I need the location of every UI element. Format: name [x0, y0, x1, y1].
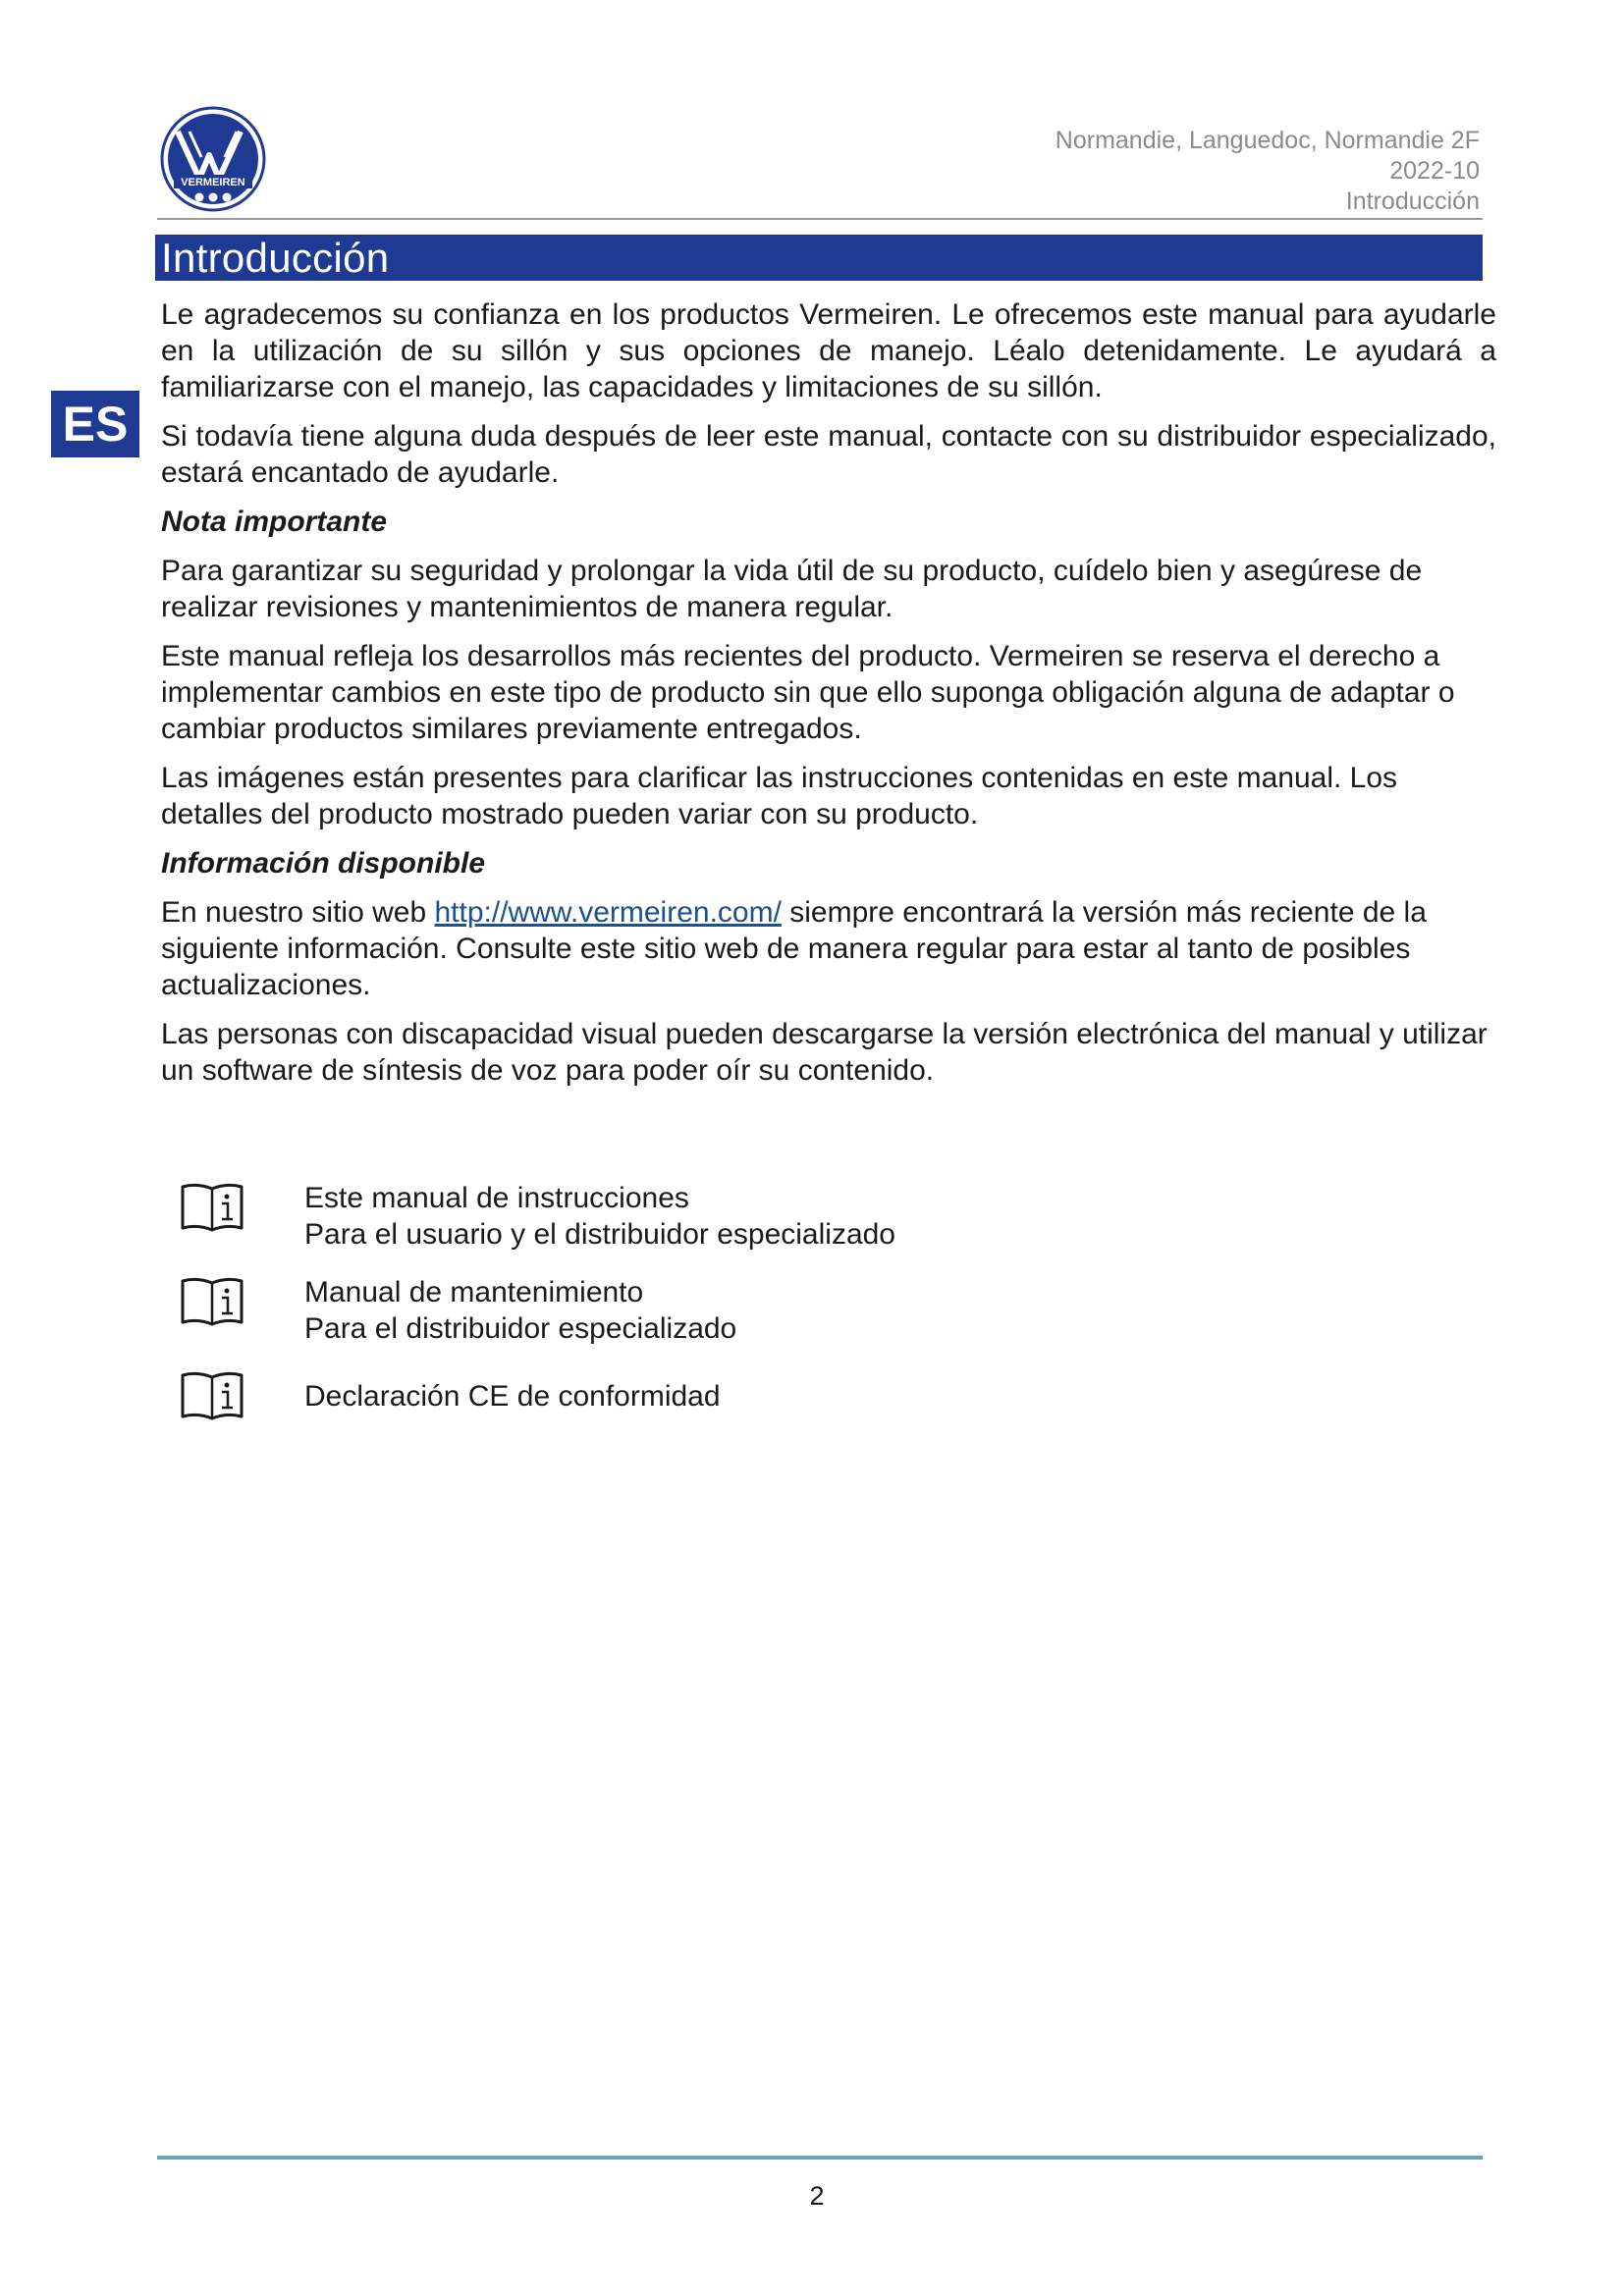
documents-list — [180, 1180, 1063, 1445]
main-content — [161, 296, 1496, 1101]
paragraph-images: Las imágenes están presentes para clarificar las instrucciones contenidas en este manual. Los detalles del producto mostrado pueden variar con su producto. — [161, 762, 1398, 830]
language-tab: ES — [51, 391, 139, 457]
paragraph-safety: Para garantizar su seguridad y prolongar la vida útil de su producto, cuídelo bien y asegúrese de realizar revisiones y mantenimientos de manera regular. — [161, 555, 1423, 623]
manual-info-icon — [180, 1182, 244, 1235]
document-title: Este manual de instrucciones — [304, 1182, 689, 1214]
footer-divider — [157, 2156, 1483, 2160]
paragraph-contact: Si todavía tiene alguna duda después de leer este manual, contacte con su distribuidor especializado, estará encantado de ayudarle. — [161, 420, 1496, 489]
page-title: Introducción — [161, 235, 390, 281]
website-text-post: siempre encontrará la versión más reciente de la siguiente información. Consulte este sitio web de manera regular para estar al tanto de posibles actualizaciones. — [161, 896, 1427, 1001]
paragraph-accessibility: Las personas con discapacidad visual pueden descargarse la versión electrónica del manual y utilizar un software de síntesis de voz para poder oír su contenido. — [161, 1018, 1488, 1087]
document-title: Declaración CE de conformidad — [304, 1380, 721, 1413]
header-product-line: Normandie, Languedoc, Normandie 2F — [1055, 127, 1480, 154]
vermeiren-logo — [160, 106, 266, 212]
document-item — [180, 1368, 1063, 1423]
paragraph-developments: Este manual refleja los desarrollos más recientes del producto. Vermeiren se reserva el derecho a implementar cambios en este tipo de producto sin que ello suponga obligación alguna de adaptar o cambiar productos similares previamente entregados. — [161, 640, 1455, 745]
manual-info-icon — [180, 1370, 244, 1423]
document-item — [180, 1274, 1063, 1347]
website-link[interactable]: http://www.vermeiren.com/ — [434, 896, 782, 929]
heading-informacion-disponible: Información disponible — [161, 847, 486, 880]
document-title: Manual de mantenimiento — [304, 1276, 644, 1308]
page-number: 2 — [809, 2181, 825, 2211]
website-text-pre: En nuestro sitio web — [161, 896, 435, 929]
manual-info-icon — [180, 1276, 244, 1329]
document-item — [180, 1180, 1063, 1253]
document-audience: Para el usuario y el distribuidor especializado — [304, 1218, 895, 1251]
heading-nota-importante: Nota importante — [161, 506, 388, 538]
header-section: Introducción — [1345, 187, 1480, 215]
document-audience: Para el distribuidor especializado — [304, 1312, 737, 1345]
header-meta — [1056, 126, 1480, 217]
header-divider — [157, 218, 1483, 220]
paragraph-website — [161, 894, 1496, 1003]
header-date: 2022-10 — [1389, 157, 1480, 185]
logo-text: VERMEIREN — [181, 177, 245, 188]
title-bar — [155, 235, 1483, 281]
paragraph-intro: Le agradecemos su confianza en los productos Vermeiren. Le ofrecemos este manual para ayudarle en la utilización de su sillón y sus opciones de manejo. Léalo detenidamente. Le ayudará a familiarizarse con el manejo, las capacidades y limitaciones de su sillón. — [161, 298, 1496, 403]
